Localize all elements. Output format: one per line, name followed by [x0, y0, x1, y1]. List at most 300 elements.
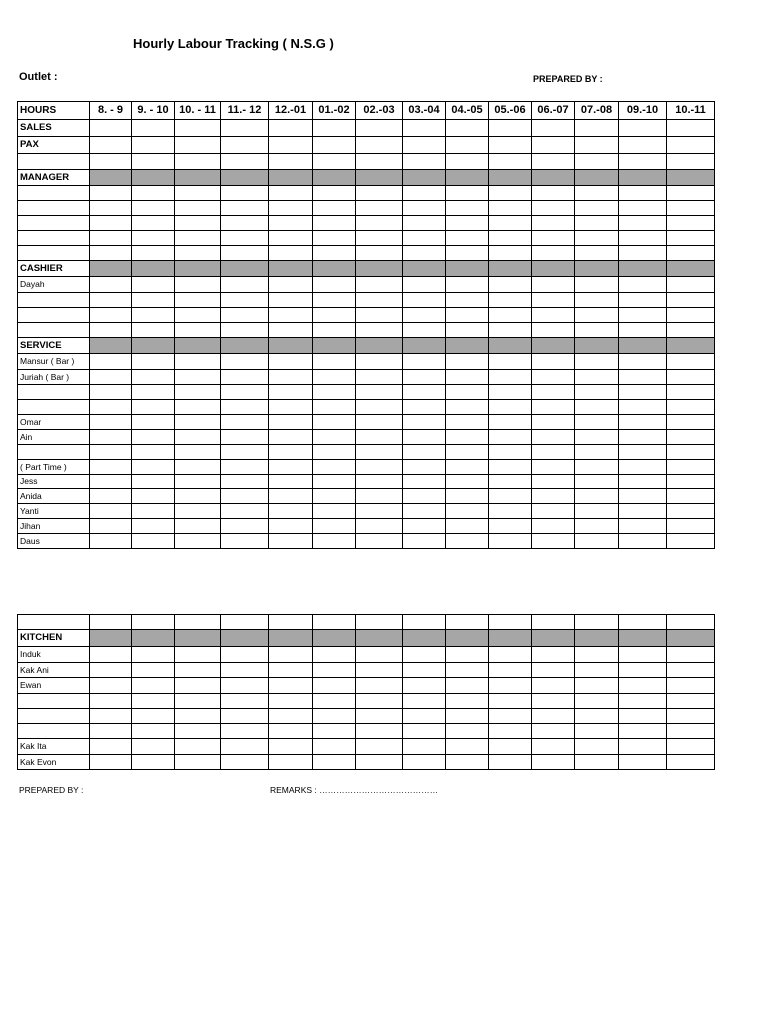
hour-cell[interactable] [446, 277, 489, 293]
hour-cell[interactable] [403, 154, 446, 170]
hour-cell[interactable] [575, 489, 619, 504]
hour-cell[interactable] [269, 489, 313, 504]
hour-cell[interactable] [313, 489, 356, 504]
hour-cell[interactable] [356, 293, 403, 308]
hour-cell[interactable] [575, 338, 619, 354]
hour-cell[interactable] [532, 137, 575, 154]
hour-cell[interactable] [532, 415, 575, 430]
hour-cell[interactable] [532, 445, 575, 460]
hour-cell[interactable] [313, 445, 356, 460]
hour-cell[interactable] [619, 647, 667, 663]
hour-cell[interactable] [667, 120, 715, 137]
hour-cell[interactable] [667, 534, 715, 549]
hour-cell[interactable] [489, 663, 532, 678]
hour-cell[interactable] [313, 261, 356, 277]
hour-cell[interactable] [313, 154, 356, 170]
hour-cell[interactable] [132, 354, 175, 370]
hour-cell[interactable] [403, 460, 446, 475]
hour-cell[interactable] [175, 354, 221, 370]
hour-cell[interactable] [132, 534, 175, 549]
hour-cell[interactable] [575, 293, 619, 308]
hour-cell[interactable] [221, 231, 269, 246]
hour-cell[interactable] [90, 170, 132, 186]
hour-cell[interactable] [619, 231, 667, 246]
hour-cell[interactable] [269, 120, 313, 137]
hour-cell[interactable] [532, 400, 575, 415]
hour-cell[interactable] [532, 519, 575, 534]
hour-cell[interactable] [269, 293, 313, 308]
hour-cell[interactable] [619, 277, 667, 293]
hour-cell[interactable] [221, 400, 269, 415]
hour-cell[interactable] [532, 246, 575, 261]
hour-cell[interactable] [356, 186, 403, 201]
hour-cell[interactable] [313, 678, 356, 694]
hour-cell[interactable] [175, 739, 221, 755]
hour-cell[interactable] [489, 709, 532, 724]
hour-cell[interactable] [532, 504, 575, 519]
hour-cell[interactable] [175, 504, 221, 519]
hour-cell[interactable] [356, 709, 403, 724]
hour-cell[interactable] [489, 615, 532, 630]
hour-cell[interactable] [132, 261, 175, 277]
hour-cell[interactable] [403, 120, 446, 137]
hour-cell[interactable] [356, 534, 403, 549]
hour-cell[interactable] [269, 709, 313, 724]
hour-cell[interactable] [403, 694, 446, 709]
hour-cell[interactable] [356, 460, 403, 475]
hour-cell[interactable] [446, 354, 489, 370]
hour-cell[interactable] [575, 137, 619, 154]
hour-cell[interactable] [90, 709, 132, 724]
hour-cell[interactable] [403, 261, 446, 277]
hour-cell[interactable] [132, 755, 175, 770]
hour-cell[interactable] [403, 201, 446, 216]
hour-cell[interactable] [619, 293, 667, 308]
hour-cell[interactable] [403, 216, 446, 231]
hour-cell[interactable] [575, 186, 619, 201]
hour-cell[interactable] [90, 246, 132, 261]
hour-cell[interactable] [90, 724, 132, 739]
hour-cell[interactable] [221, 489, 269, 504]
hour-cell[interactable] [403, 534, 446, 549]
hour-cell[interactable] [532, 277, 575, 293]
hour-cell[interactable] [269, 308, 313, 323]
hour-cell[interactable] [532, 615, 575, 630]
hour-cell[interactable] [532, 534, 575, 549]
hour-cell[interactable] [489, 630, 532, 647]
hour-cell[interactable] [269, 370, 313, 385]
hour-cell[interactable] [667, 137, 715, 154]
hour-cell[interactable] [532, 630, 575, 647]
hour-cell[interactable] [269, 154, 313, 170]
hour-cell[interactable] [175, 415, 221, 430]
hour-cell[interactable] [132, 216, 175, 231]
hour-cell[interactable] [619, 504, 667, 519]
hour-cell[interactable] [619, 323, 667, 338]
hour-cell[interactable] [489, 519, 532, 534]
hour-cell[interactable] [221, 385, 269, 400]
hour-cell[interactable] [667, 201, 715, 216]
hour-cell[interactable] [269, 137, 313, 154]
hour-cell[interactable] [90, 400, 132, 415]
hour-cell[interactable] [403, 504, 446, 519]
hour-cell[interactable] [269, 338, 313, 354]
hour-cell[interactable] [132, 370, 175, 385]
hour-cell[interactable] [356, 415, 403, 430]
hour-cell[interactable] [175, 120, 221, 137]
hour-cell[interactable] [532, 663, 575, 678]
hour-cell[interactable] [356, 354, 403, 370]
hour-cell[interactable] [221, 430, 269, 445]
hour-cell[interactable] [532, 308, 575, 323]
hour-cell[interactable] [446, 709, 489, 724]
hour-cell[interactable] [132, 504, 175, 519]
hour-cell[interactable] [575, 694, 619, 709]
hour-cell[interactable] [269, 385, 313, 400]
hour-cell[interactable] [446, 663, 489, 678]
hour-cell[interactable] [269, 186, 313, 201]
hour-cell[interactable] [221, 755, 269, 770]
hour-cell[interactable] [221, 739, 269, 755]
hour-cell[interactable] [446, 694, 489, 709]
hour-cell[interactable] [221, 709, 269, 724]
hour-cell[interactable] [619, 755, 667, 770]
hour-cell[interactable] [269, 246, 313, 261]
hour-cell[interactable] [403, 615, 446, 630]
hour-cell[interactable] [132, 630, 175, 647]
hour-cell[interactable] [403, 647, 446, 663]
hour-cell[interactable] [175, 534, 221, 549]
hour-cell[interactable] [356, 154, 403, 170]
hour-cell[interactable] [313, 370, 356, 385]
hour-cell[interactable] [269, 231, 313, 246]
hour-cell[interactable] [532, 323, 575, 338]
hour-cell[interactable] [619, 460, 667, 475]
hour-cell[interactable] [313, 354, 356, 370]
hour-cell[interactable] [403, 430, 446, 445]
hour-cell[interactable] [667, 663, 715, 678]
hour-cell[interactable] [132, 308, 175, 323]
hour-cell[interactable] [221, 186, 269, 201]
hour-cell[interactable] [132, 445, 175, 460]
hour-cell[interactable] [575, 385, 619, 400]
hour-cell[interactable] [532, 154, 575, 170]
hour-cell[interactable] [489, 534, 532, 549]
hour-cell[interactable] [356, 323, 403, 338]
hour-cell[interactable] [356, 430, 403, 445]
hour-cell[interactable] [313, 534, 356, 549]
hour-cell[interactable] [446, 400, 489, 415]
hour-cell[interactable] [90, 261, 132, 277]
hour-cell[interactable] [667, 323, 715, 338]
hour-cell[interactable] [667, 293, 715, 308]
hour-cell[interactable] [403, 445, 446, 460]
hour-cell[interactable] [90, 154, 132, 170]
hour-cell[interactable] [132, 647, 175, 663]
hour-cell[interactable] [575, 231, 619, 246]
hour-cell[interactable] [221, 370, 269, 385]
hour-cell[interactable] [269, 323, 313, 338]
hour-cell[interactable] [269, 354, 313, 370]
hour-cell[interactable] [575, 534, 619, 549]
hour-cell[interactable] [403, 475, 446, 489]
hour-cell[interactable] [667, 354, 715, 370]
hour-cell[interactable] [403, 323, 446, 338]
hour-cell[interactable] [313, 137, 356, 154]
hour-cell[interactable] [175, 519, 221, 534]
hour-cell[interactable] [132, 694, 175, 709]
hour-cell[interactable] [132, 323, 175, 338]
hour-cell[interactable] [667, 400, 715, 415]
hour-cell[interactable] [667, 430, 715, 445]
hour-cell[interactable] [619, 415, 667, 430]
hour-cell[interactable] [667, 277, 715, 293]
hour-cell[interactable] [667, 231, 715, 246]
hour-cell[interactable] [356, 615, 403, 630]
hour-cell[interactable] [489, 201, 532, 216]
hour-cell[interactable] [356, 338, 403, 354]
hour-cell[interactable] [90, 630, 132, 647]
hour-cell[interactable] [403, 186, 446, 201]
hour-cell[interactable] [313, 504, 356, 519]
hour-cell[interactable] [132, 120, 175, 137]
hour-cell[interactable] [575, 445, 619, 460]
hour-cell[interactable] [221, 120, 269, 137]
hour-cell[interactable] [175, 216, 221, 231]
hour-cell[interactable] [446, 246, 489, 261]
hour-cell[interactable] [532, 460, 575, 475]
hour-cell[interactable] [313, 475, 356, 489]
hour-cell[interactable] [667, 308, 715, 323]
hour-cell[interactable] [90, 694, 132, 709]
hour-cell[interactable] [221, 154, 269, 170]
hour-cell[interactable] [575, 475, 619, 489]
hour-cell[interactable] [90, 201, 132, 216]
hour-cell[interactable] [489, 120, 532, 137]
hour-cell[interactable] [575, 430, 619, 445]
hour-cell[interactable] [356, 201, 403, 216]
hour-cell[interactable] [403, 739, 446, 755]
hour-cell[interactable] [90, 445, 132, 460]
hour-cell[interactable] [489, 415, 532, 430]
hour-cell[interactable] [313, 201, 356, 216]
hour-cell[interactable] [446, 231, 489, 246]
hour-cell[interactable] [175, 338, 221, 354]
hour-cell[interactable] [403, 755, 446, 770]
hour-cell[interactable] [132, 709, 175, 724]
hour-cell[interactable] [575, 277, 619, 293]
hour-cell[interactable] [667, 261, 715, 277]
hour-cell[interactable] [532, 678, 575, 694]
hour-cell[interactable] [489, 261, 532, 277]
hour-cell[interactable] [221, 647, 269, 663]
hour-cell[interactable] [489, 504, 532, 519]
hour-cell[interactable] [489, 277, 532, 293]
hour-cell[interactable] [532, 755, 575, 770]
hour-cell[interactable] [221, 261, 269, 277]
hour-cell[interactable] [403, 400, 446, 415]
hour-cell[interactable] [667, 694, 715, 709]
hour-cell[interactable] [489, 755, 532, 770]
hour-cell[interactable] [313, 385, 356, 400]
hour-cell[interactable] [667, 755, 715, 770]
hour-cell[interactable] [221, 694, 269, 709]
hour-cell[interactable] [403, 231, 446, 246]
hour-cell[interactable] [175, 755, 221, 770]
hour-cell[interactable] [667, 739, 715, 755]
hour-cell[interactable] [575, 400, 619, 415]
hour-cell[interactable] [619, 170, 667, 186]
hour-cell[interactable] [446, 615, 489, 630]
hour-cell[interactable] [90, 137, 132, 154]
hour-cell[interactable] [269, 445, 313, 460]
hour-cell[interactable] [575, 246, 619, 261]
hour-cell[interactable] [356, 170, 403, 186]
hour-cell[interactable] [175, 400, 221, 415]
hour-cell[interactable] [446, 647, 489, 663]
hour-cell[interactable] [132, 430, 175, 445]
hour-cell[interactable] [446, 415, 489, 430]
hour-cell[interactable] [575, 615, 619, 630]
hour-cell[interactable] [489, 430, 532, 445]
hour-cell[interactable] [532, 385, 575, 400]
hour-cell[interactable] [619, 678, 667, 694]
hour-cell[interactable] [575, 460, 619, 475]
hour-cell[interactable] [221, 354, 269, 370]
hour-cell[interactable] [90, 663, 132, 678]
hour-cell[interactable] [132, 678, 175, 694]
hour-cell[interactable] [90, 186, 132, 201]
hour-cell[interactable] [489, 460, 532, 475]
hour-cell[interactable] [269, 724, 313, 739]
hour-cell[interactable] [175, 261, 221, 277]
hour-cell[interactable] [619, 724, 667, 739]
hour-cell[interactable] [667, 615, 715, 630]
hour-cell[interactable] [356, 308, 403, 323]
hour-cell[interactable] [132, 415, 175, 430]
hour-cell[interactable] [403, 489, 446, 504]
hour-cell[interactable] [532, 647, 575, 663]
hour-cell[interactable] [489, 385, 532, 400]
hour-cell[interactable] [619, 261, 667, 277]
hour-cell[interactable] [175, 630, 221, 647]
hour-cell[interactable] [575, 724, 619, 739]
hour-cell[interactable] [619, 370, 667, 385]
hour-cell[interactable] [132, 724, 175, 739]
hour-cell[interactable] [403, 370, 446, 385]
hour-cell[interactable] [667, 154, 715, 170]
hour-cell[interactable] [532, 216, 575, 231]
hour-cell[interactable] [446, 445, 489, 460]
hour-cell[interactable] [446, 186, 489, 201]
hour-cell[interactable] [221, 724, 269, 739]
hour-cell[interactable] [667, 415, 715, 430]
hour-cell[interactable] [313, 400, 356, 415]
hour-cell[interactable] [356, 739, 403, 755]
hour-cell[interactable] [356, 231, 403, 246]
hour-cell[interactable] [619, 137, 667, 154]
hour-cell[interactable] [313, 186, 356, 201]
hour-cell[interactable] [575, 709, 619, 724]
hour-cell[interactable] [313, 615, 356, 630]
hour-cell[interactable] [313, 647, 356, 663]
hour-cell[interactable] [132, 154, 175, 170]
hour-cell[interactable] [90, 370, 132, 385]
hour-cell[interactable] [90, 385, 132, 400]
hour-cell[interactable] [90, 460, 132, 475]
hour-cell[interactable] [132, 615, 175, 630]
hour-cell[interactable] [132, 519, 175, 534]
hour-cell[interactable] [489, 724, 532, 739]
hour-cell[interactable] [667, 504, 715, 519]
hour-cell[interactable] [667, 186, 715, 201]
hour-cell[interactable] [619, 739, 667, 755]
hour-cell[interactable] [489, 338, 532, 354]
hour-cell[interactable] [175, 678, 221, 694]
hour-cell[interactable] [532, 354, 575, 370]
hour-cell[interactable] [446, 323, 489, 338]
hour-cell[interactable] [575, 630, 619, 647]
hour-cell[interactable] [313, 170, 356, 186]
hour-cell[interactable] [175, 137, 221, 154]
hour-cell[interactable] [446, 430, 489, 445]
hour-cell[interactable] [532, 489, 575, 504]
hour-cell[interactable] [132, 400, 175, 415]
hour-cell[interactable] [532, 338, 575, 354]
hour-cell[interactable] [446, 293, 489, 308]
hour-cell[interactable] [269, 170, 313, 186]
hour-cell[interactable] [403, 293, 446, 308]
hour-cell[interactable] [90, 293, 132, 308]
hour-cell[interactable] [489, 231, 532, 246]
hour-cell[interactable] [575, 647, 619, 663]
hour-cell[interactable] [667, 724, 715, 739]
hour-cell[interactable] [132, 186, 175, 201]
hour-cell[interactable] [90, 739, 132, 755]
hour-cell[interactable] [175, 430, 221, 445]
hour-cell[interactable] [667, 630, 715, 647]
hour-cell[interactable] [269, 415, 313, 430]
hour-cell[interactable] [175, 308, 221, 323]
hour-cell[interactable] [489, 354, 532, 370]
hour-cell[interactable] [313, 694, 356, 709]
hour-cell[interactable] [446, 724, 489, 739]
hour-cell[interactable] [175, 475, 221, 489]
hour-cell[interactable] [667, 709, 715, 724]
hour-cell[interactable] [269, 475, 313, 489]
hour-cell[interactable] [313, 338, 356, 354]
hour-cell[interactable] [619, 709, 667, 724]
hour-cell[interactable] [667, 445, 715, 460]
hour-cell[interactable] [175, 460, 221, 475]
hour-cell[interactable] [446, 338, 489, 354]
hour-cell[interactable] [619, 430, 667, 445]
hour-cell[interactable] [221, 534, 269, 549]
hour-cell[interactable] [269, 261, 313, 277]
hour-cell[interactable] [532, 694, 575, 709]
hour-cell[interactable] [403, 663, 446, 678]
hour-cell[interactable] [221, 678, 269, 694]
hour-cell[interactable] [619, 246, 667, 261]
hour-cell[interactable] [313, 216, 356, 231]
hour-cell[interactable] [269, 201, 313, 216]
hour-cell[interactable] [269, 504, 313, 519]
hour-cell[interactable] [356, 663, 403, 678]
hour-cell[interactable] [90, 504, 132, 519]
hour-cell[interactable] [132, 137, 175, 154]
hour-cell[interactable] [489, 475, 532, 489]
hour-cell[interactable] [532, 475, 575, 489]
